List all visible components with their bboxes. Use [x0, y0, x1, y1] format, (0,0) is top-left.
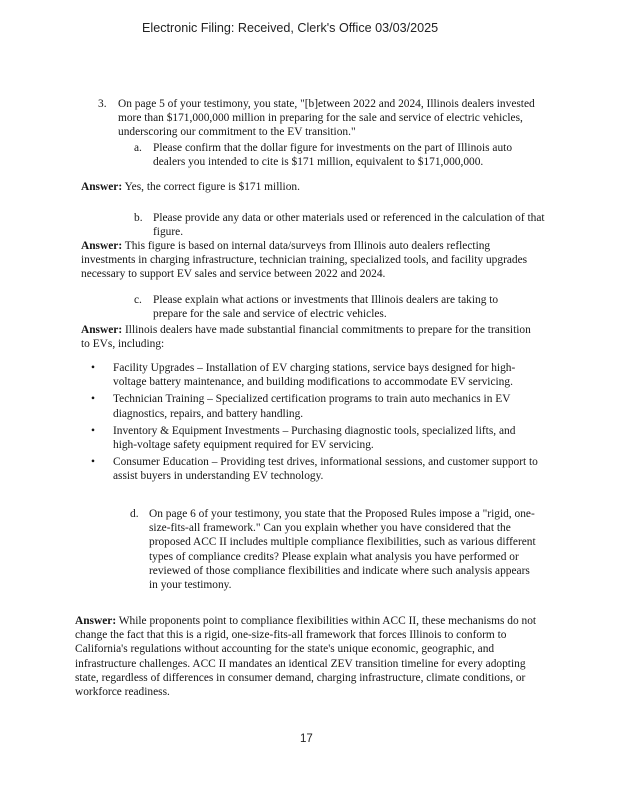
answer-d: [75, 614, 545, 699]
subquestion-a-text: Please confirm that the dollar figure for investments on the part of Illinois auto dealers you intended to cite is $171 million, equivalent to $171,000,000.: [153, 142, 513, 169]
bullet-item: [91, 392, 541, 420]
bullet-text: Technician Training – Specialized certification programs to train auto mechanics in EV diagnostics, repairs, and battery handling.: [113, 393, 511, 420]
answer-d-text: While proponents point to compliance flexibilities within ACC II, these mechanisms do not change the fact that this is a rigid, one-size-fits-all framework that forces Illinois to conform to California's regulations without accounting for the state's unique economic, geographic, and infrastructure challenges. ACC II mandates an identical ZEV transition timeline for every adopting state, regardless of differences in consumer demand, charging infrastructure, climate conditions, or workforce readiness.: [75, 615, 537, 699]
answer-a-text: Yes, the correct figure is $171 million.: [124, 181, 300, 193]
subquestion-a-letter: a.: [134, 142, 142, 154]
bullet-text: Facility Upgrades – Installation of EV charging stations, service bays designed for high-voltage battery maintenance, and building modifications to accommodate EV servicing.: [113, 362, 516, 389]
bullet-marker: •: [91, 424, 95, 437]
bullet-marker: •: [91, 393, 95, 406]
answer-d-label: Answer:: [75, 615, 117, 627]
subquestion-d-text: On page 6 of your testimony, you state that the Proposed Rules impose a "rigid, one-size-fits-all framework." Can you explain whether you have considered that the proposed ACC II includes multiple compliance flexibilities, such as various different types of compliance credits? Please explain what analysis you have performed or reviewed of those compliance flexibilities and indicate where such analysis appears in your testimony.: [149, 508, 536, 592]
answer-a: [81, 180, 541, 194]
subquestion-d-letter: d.: [130, 508, 139, 520]
subquestion-c-text: Please explain what actions or investments that Illinois dealers are taking to prepare for the sale and service of electric vehicles.: [153, 294, 499, 321]
subquestion-b-text: Please provide any data or other materials used or referenced in the calculation of that figure.: [153, 212, 545, 239]
answer-a-label: Answer:: [81, 181, 123, 193]
answer-b-text: This figure is based on internal data/surveys from Illinois auto dealers reflecting investments in charging infrastructure, technician training, specialized tools, and facility upgrades necessary to support EV sales and service between 2022 and 2024.: [81, 240, 528, 281]
bullet-item: [91, 455, 541, 483]
question-3-text: On page 5 of your testimony, you state, "[b]etween 2022 and 2024, Illinois dealers invested more than $171,000,000 million in preparing for the sale and service of electric vehicles, underscoring our commitment to the EV transition.": [118, 98, 535, 139]
bullet-text: Inventory & Equipment Investments – Purchasing diagnostic tools, specialized lifts, and high-voltage safety equipment required for EV servicing.: [113, 424, 516, 452]
filing-stamp-header: Electronic Filing: Received, Clerk's Office 03/03/2025: [142, 21, 439, 35]
answer-b: [81, 239, 539, 282]
bullet-item: [91, 424, 541, 452]
bullet-text: Consumer Education – Providing test drives, informational sessions, and customer support to assist buyers in understanding EV technology.: [113, 456, 538, 483]
subquestion-c-letter: c.: [134, 294, 142, 306]
question-3-number: 3.: [98, 98, 107, 110]
page-number: 17: [300, 733, 313, 745]
answer-c-text: Illinois dealers have made substantial financial commitments to prepare for the transition to EVs, including:: [81, 324, 531, 351]
bullet-item: [91, 361, 541, 389]
bullet-marker: •: [91, 362, 95, 374]
answer-b-label: Answer:: [81, 240, 123, 252]
subquestion-b-letter: b.: [134, 212, 143, 224]
investment-bullet-list: [91, 361, 541, 487]
answer-c-label: Answer:: [81, 324, 123, 336]
bullet-marker: •: [91, 456, 95, 469]
answer-c: [81, 323, 539, 351]
